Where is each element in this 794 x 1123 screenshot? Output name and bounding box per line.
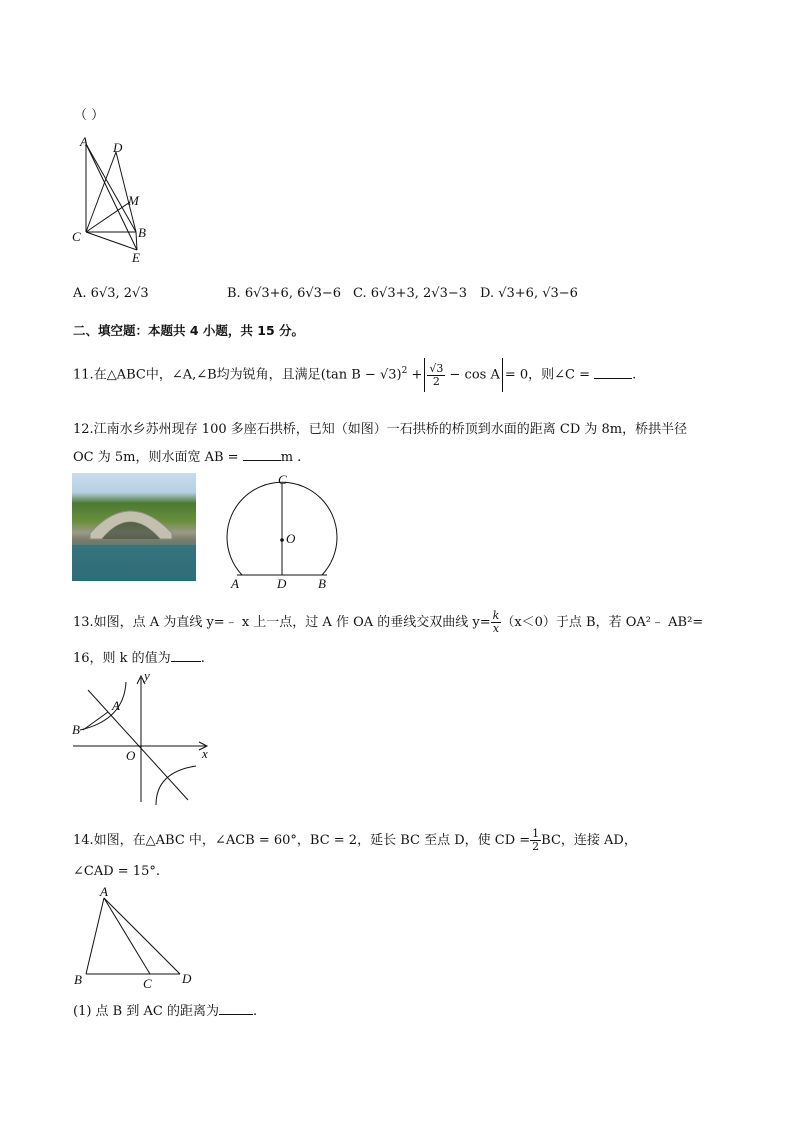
q14-triangle-figure: [70, 884, 200, 992]
q13-line2: 16，则 k 的值为 .: [73, 651, 205, 666]
q10-triangle-figure: [70, 132, 170, 267]
label-b: B: [318, 576, 326, 590]
label-b: B: [138, 225, 146, 240]
label-x: x: [202, 746, 208, 761]
q11-answer-blank[interactable]: [594, 366, 632, 379]
option-a: A. 6√3, 2√3: [73, 286, 149, 301]
label-m: M: [128, 193, 139, 208]
q14-answer-blank[interactable]: [219, 1002, 253, 1015]
label-d: D: [113, 140, 123, 155]
q13-answer-blank[interactable]: [171, 649, 201, 662]
option-d: D. √3+6, √3−6: [480, 286, 578, 301]
q12-line2: OC 为 5m，则水面宽 AB = m .: [73, 450, 302, 465]
label-a: A: [80, 134, 88, 149]
label-b: B: [72, 722, 80, 737]
label-a: A: [100, 884, 108, 899]
label-a: A: [231, 576, 239, 590]
q14-line2: ∠CAD = 15°.: [73, 864, 160, 879]
option-b: B. 6√3+6, 6√3−6: [227, 286, 342, 301]
q13-line1: 13.如图，点 A 为直线 y=﹣ x 上一点，过 A 作 OA 的垂线交双曲线 y= $\frac{k}{x}$ （x＜0）于点 B，若 OA²﹣ AB²=: [73, 609, 704, 635]
label-c: C: [143, 976, 152, 991]
q12-arch-figure: [222, 470, 342, 590]
q14-sub1: (1) 点 B 到 AC 的距离为 .: [73, 1004, 258, 1019]
q13-coordinate-figure: [68, 670, 213, 810]
label-d: D: [277, 576, 287, 590]
stone-bridge-photo: [72, 473, 196, 581]
label-o: O: [286, 531, 296, 546]
label-a: A: [112, 698, 120, 713]
section-header: 二、填空题：本题共 4 小题，共 15 分。: [73, 323, 305, 338]
label-b: B: [74, 972, 82, 987]
q14-line1: 14.如图，在△ABC 中，∠ACB = 60°，BC = 2，延长 BC 至点 D，使 CD = $\frac{1}{2}$ BC，连接 AD，: [73, 827, 637, 853]
label-o: O: [126, 748, 136, 763]
q11-text: 11.在△ABC中，∠A,∠B均为锐角，且满足(tan B − √3)$^2$ + $\frac{√3}{2}$ − cos A = 0，则∠C = .: [73, 358, 636, 392]
q10-options-row: [73, 286, 149, 301]
option-c: C. 6√3+3, 2√3−3: [353, 286, 468, 301]
label-c: C: [72, 229, 81, 244]
q12-line1: 12.江南水乡苏州现存 100 多座石拱桥，已知（如图）一石拱桥的桥顶到水面的距离 CD 为 8m，桥拱半径: [73, 422, 688, 437]
label-e: E: [132, 250, 140, 265]
label-c: C: [278, 472, 287, 487]
label-d: D: [182, 971, 192, 986]
label-y: y: [144, 670, 150, 683]
answer-paren: （ ）: [74, 108, 105, 123]
q12-answer-blank[interactable]: [243, 448, 281, 461]
